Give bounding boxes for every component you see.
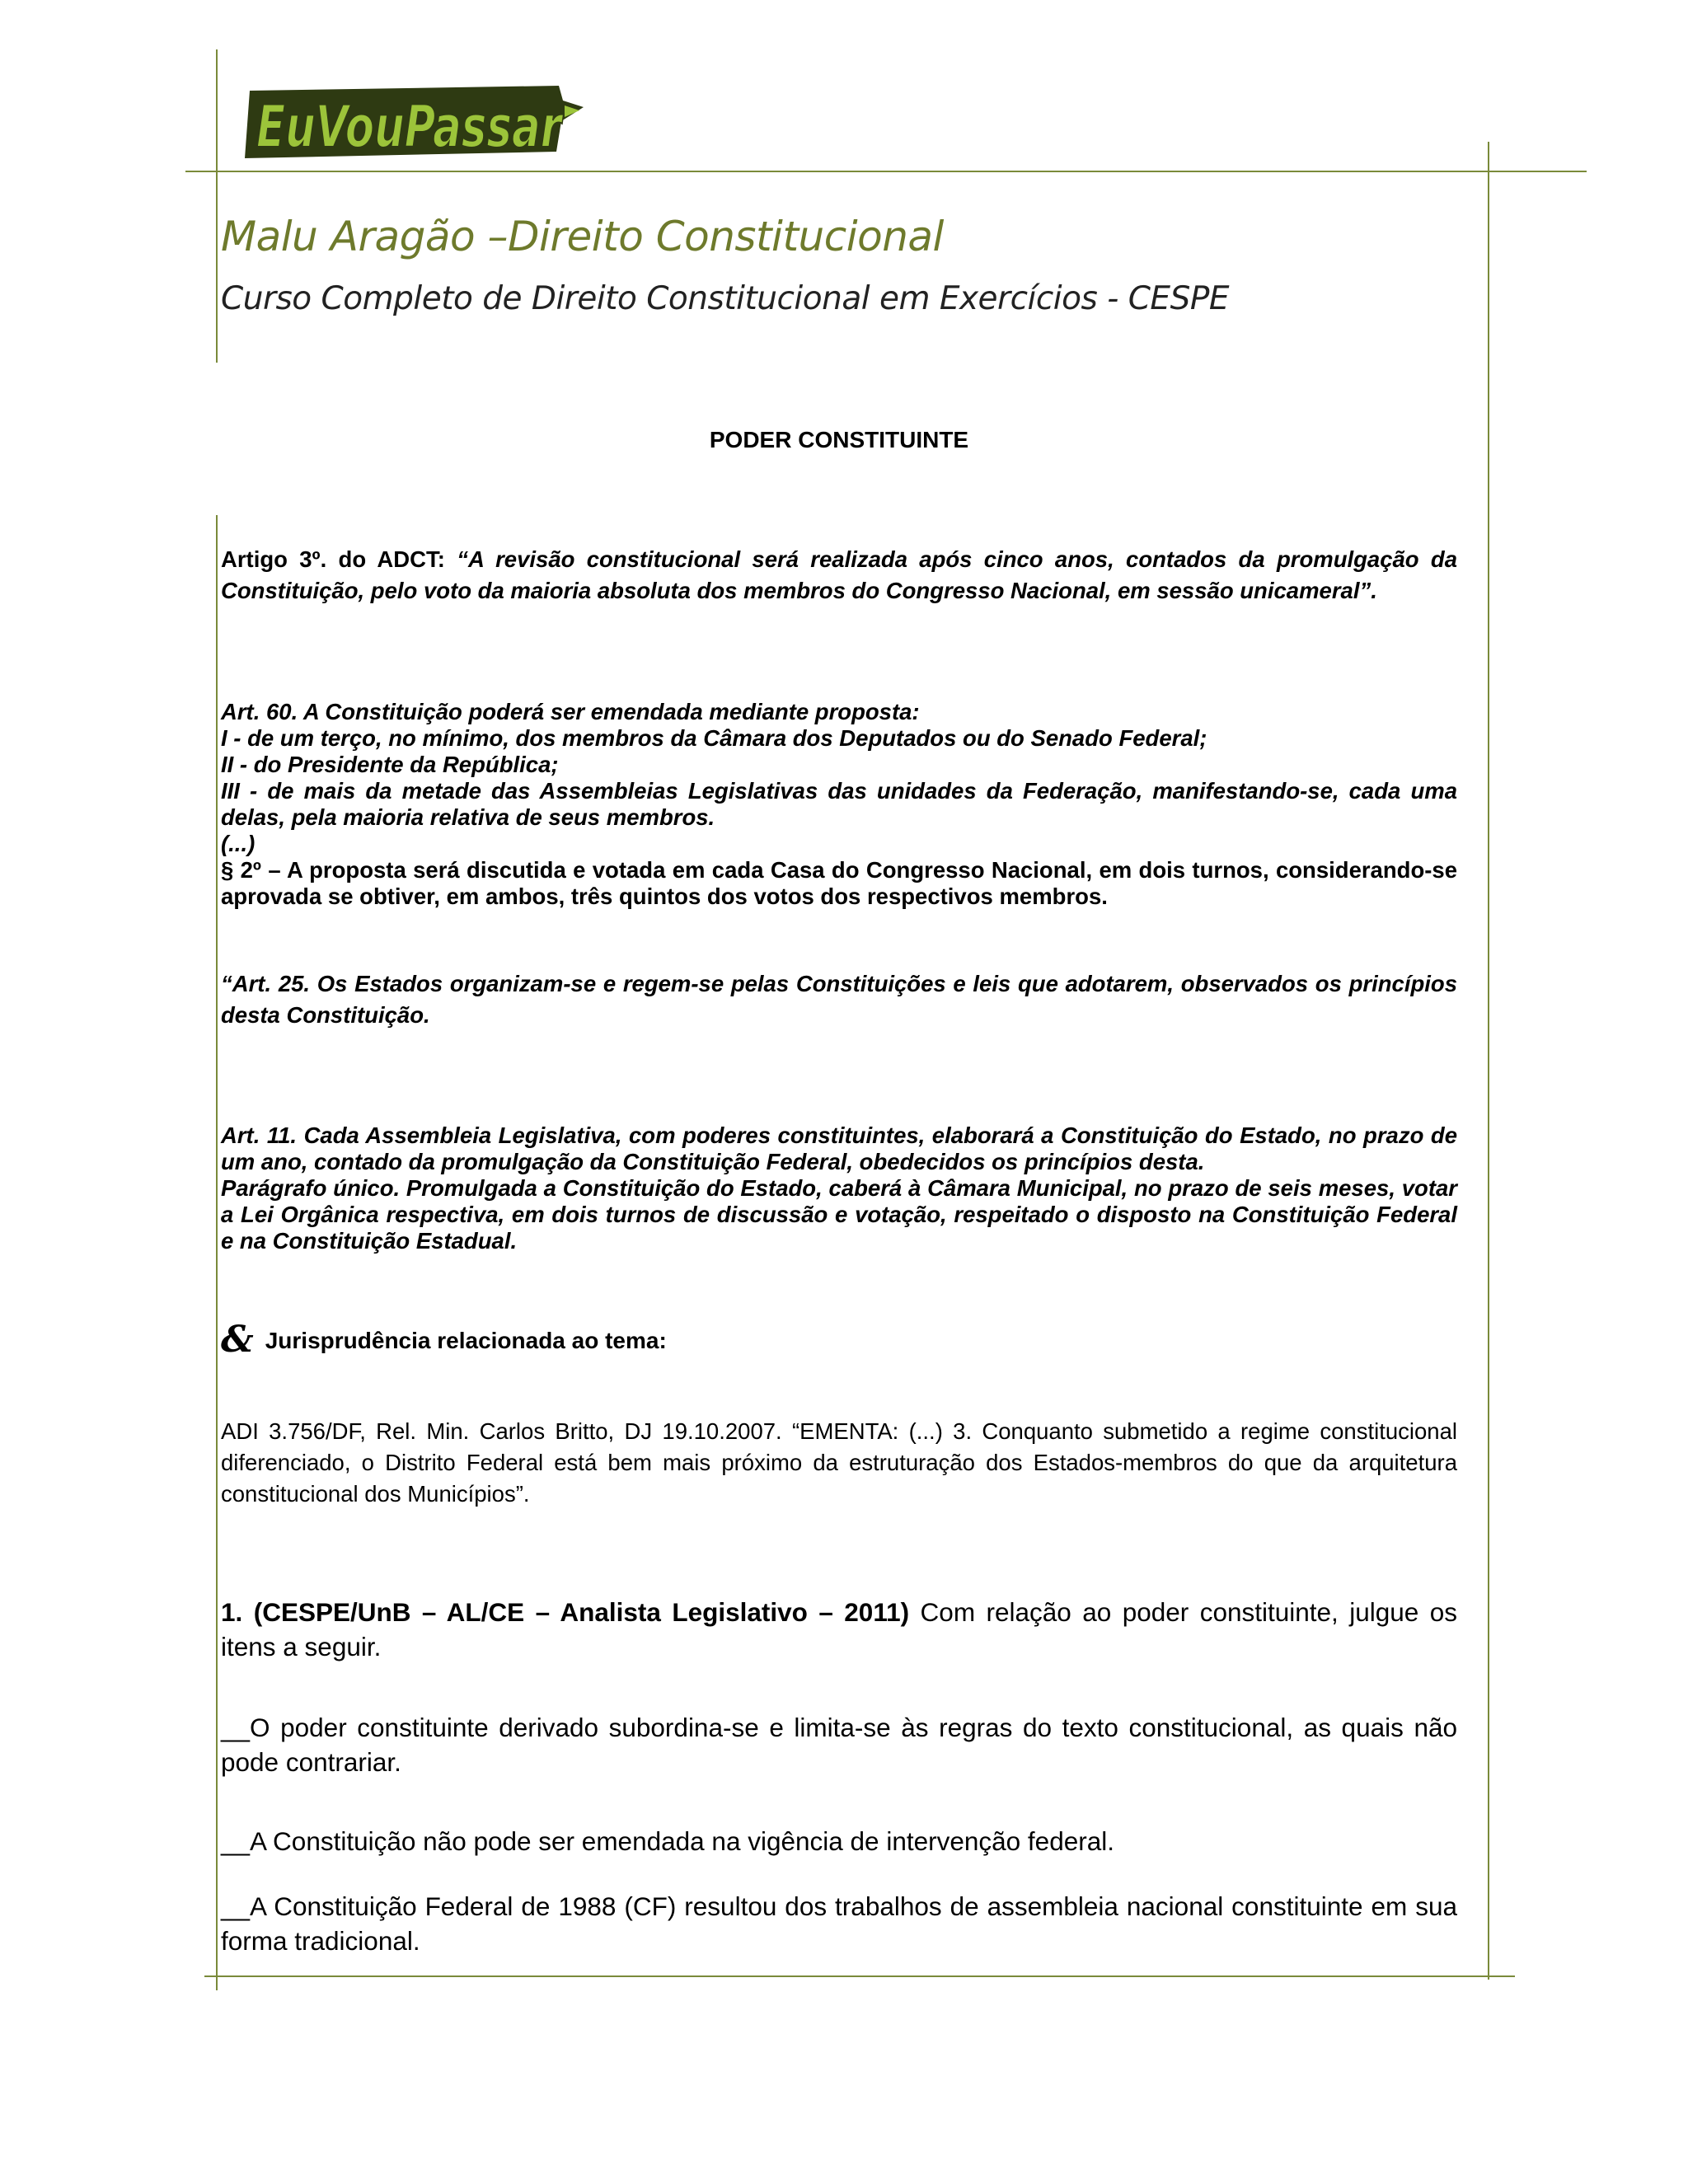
art25-paragraph: “Art. 25. Os Estados organizam-se e regem-se pelas Constituições e leis que adotarem, observados os princípios desta Constituição. [221, 971, 1457, 1028]
adct-paragraph [221, 544, 1457, 607]
jurisprudencia-text: ADI 3.756/DF, Rel. Min. Carlos Britto, DJ 19.10.2007. “EMENTA: (...) 3. Conquanto submetido a regime constitucional diferenciado, o Distrito Federal está bem mais próximo da estruturação dos Estados-membros do que da arquitetura constitucional dos Municípios”. [221, 1418, 1457, 1507]
adct-label: Artigo 3º. do ADCT: [221, 546, 445, 572]
question-prompt: Com relação ao poder constituinte, julgue os itens a seguir. [221, 1597, 1457, 1661]
art11-block [221, 1122, 1457, 1254]
question-label: 1. (CESPE/UnB – AL/CE – Analista Legislativo – 2011) [221, 1597, 910, 1627]
adct-text: “A revisão constitucional será realizada após cinco anos, contados da promulgação da Constituição, pelo voto da maioria absoluta dos membros do Congresso Nacional, em sessão unicameral”. [221, 546, 1457, 603]
art60-item: III - de mais da metade das Assembleias Legislativas das unidades da Federação, manifestando-se, cada uma delas, pela maioria relativa de seus membros. [221, 778, 1457, 830]
frame-left-top [216, 49, 218, 363]
frame-left-bottom [216, 515, 218, 1990]
ampersand-symbol: & [221, 1319, 254, 1361]
logo [233, 76, 604, 166]
question-item: __A Constituição Federal de 1988 (CF) resultou dos trabalhos de assembleia nacional constituinte em sua forma tradicional. [221, 1891, 1457, 1956]
frame-top-rule [185, 171, 1587, 172]
art11-text: Art. 11. Cada Assembleia Legislativa, com poderes constituintes, elaborará a Constituição do Estado, no prazo de um ano, contado da promulgação da Constituição Federal, obedecidos os princípios desta. [221, 1122, 1457, 1174]
author-title: Malu Aragão –Direito Constitucional [221, 213, 944, 260]
jurisprudencia-title: Jurisprudência relacionada ao tema: [265, 1328, 667, 1353]
art60-block [221, 699, 1457, 910]
art60-paragraph-2: § 2º – A proposta será discutida e votada em cada Casa do Congresso Nacional, em dois turnos, considerando-se aprovada se obtiver, em ambos, três quintos dos votos dos respectivos membros. [221, 857, 1457, 909]
question-item: __O poder constituinte derivado subordina-se e limita-se às regras do texto constitucional, as quais não pode contrariar. [221, 1713, 1457, 1777]
course-subtitle: Curso Completo de Direito Constitucional em Exercícios - CESPE [221, 280, 1229, 317]
art60-item: II - do Presidente da República; [221, 752, 559, 777]
art60-ellipsis: (...) [221, 831, 256, 856]
art60-item: I - de um terço, no mínimo, dos membros da Câmara dos Deputados ou do Senado Federal; [221, 725, 1207, 751]
art60-heading: Art. 60. A Constituição poderá ser emendada mediante proposta: [221, 699, 920, 724]
jurisprudencia-heading [221, 1319, 667, 1361]
question-item: __A Constituição não pode ser emendada na vigência de intervenção federal. [221, 1826, 1114, 1856]
frame-bottom-rule [204, 1975, 1515, 1977]
frame-right [1488, 142, 1489, 1980]
art11-paragrafo: Parágrafo único. Promulgada a Constituição do Estado, caberá à Câmara Municipal, no prazo de seis meses, votar a Lei Orgânica respectiva, em dois turnos de discussão e votação, respeitado o disposto na Constituição Federal e na Constituição Estadual. [221, 1175, 1457, 1254]
logo-text: EuVouPassar [256, 93, 565, 161]
question-1 [221, 1595, 1457, 1664]
section-title: PODER CONSTITUINTE [709, 427, 969, 452]
